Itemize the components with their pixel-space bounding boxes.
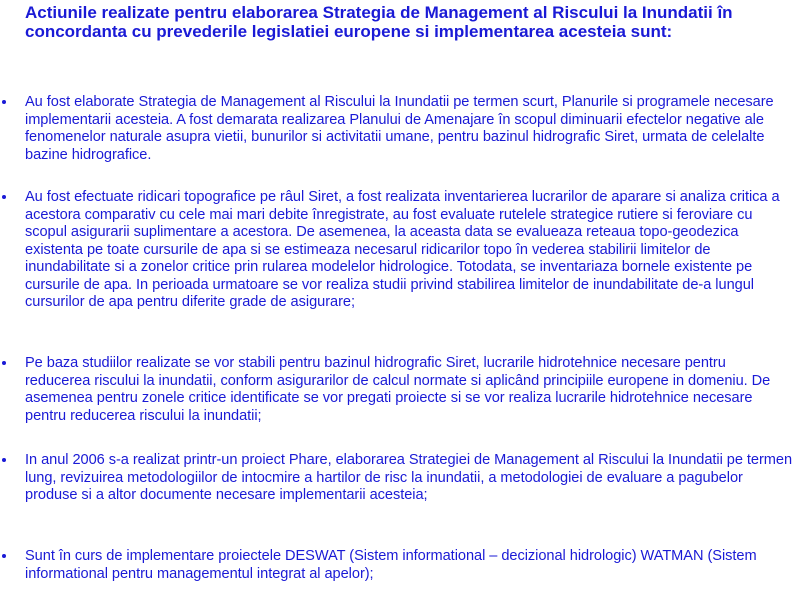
bullet-text: Pe baza studiilor realizate se vor stabili pentru bazinul hidrografic Siret, lucrarile hidrotehnice necesare pentru reducerea riscului la inundatii, conform asigurarilor de calcul normate si aplicând principiile europene in domeniu. De asemenea pentru zonele critice identificate se vor pregati proiecte si se vor realiza lucrarile hidrotehnice necesare pentru reducerea riscului la inundatii; bbox=[25, 355, 771, 424]
bullet-text: Au fost efectuate ridicari topografice pe râul Siret, a fost realizata inventarierea lucrarilor de aparare si analiza critica a acestora comparativ cu cele mai mari debite înregistrate, au fost evaluate rutelele strategice rutiere si feroviare cu scopul asigurarii suplimentare a acestora. De asemenea, la aceasta data se evalueaza reteaua topo-geodezica existenta pe toate cursurile de apa si se estimeaza necesarul ridicarilor topo în vederea stabilirii limitelor de inundabilitate si a zonelor critice prin rularea modelelor hidrologice. Totodata, se inventariaza bornele existente pe cursurile de apa. In perioada urmatoare se vor realiza studii privind stabilirea limitelor de inundabilitate de-a lungul cursurilor de apa pentru diferite grade de asigurare; bbox=[25, 189, 780, 310]
bullet-text: Sunt în curs de implementare proiectele DESWAT (Sistem informational – decizional hidrologic) WATMAN (Sistem informational pentru managementul integrat al apelor); bbox=[25, 548, 757, 582]
bullet-dot-icon bbox=[2, 361, 6, 365]
slide-title: Actiunile realizate pentru elaborarea Strategia de Management al Riscului la Inundatii în concordanta cu prevederile legislatiei europene si implementarea acesteia sunt: bbox=[25, 3, 733, 41]
bullet-dot-icon bbox=[2, 554, 6, 558]
bullet-dot-icon bbox=[2, 195, 6, 199]
bullet-dot-icon bbox=[2, 458, 6, 462]
bullet-text: In anul 2006 s-a realizat printr-un proiect Phare, elaborarea Strategiei de Management al Riscului la Inundatii pe termen lung, revizuirea metodologiilor de intocmire a hartilor de risc la inundatii, a metodologiei de evaluare a pagubelor produse si a altor documente necesare implementarii acesteia; bbox=[25, 452, 793, 503]
bullet-dot-icon bbox=[2, 100, 6, 104]
bullet-text: Au fost elaborate Strategia de Management al Riscului la Inundatii pe termen scurt, Planurile si programele necesare implementarii acesteia. A fost demarata realizarea Planului de Amenajare în scopul diminuarii efectelor negative ale fenomenelor naturale asupra vietii, bunurilor si activitatii umane, pentru bazinul hidrografic Siret, urmata de celelalte bazine hidrografice. bbox=[25, 94, 774, 163]
